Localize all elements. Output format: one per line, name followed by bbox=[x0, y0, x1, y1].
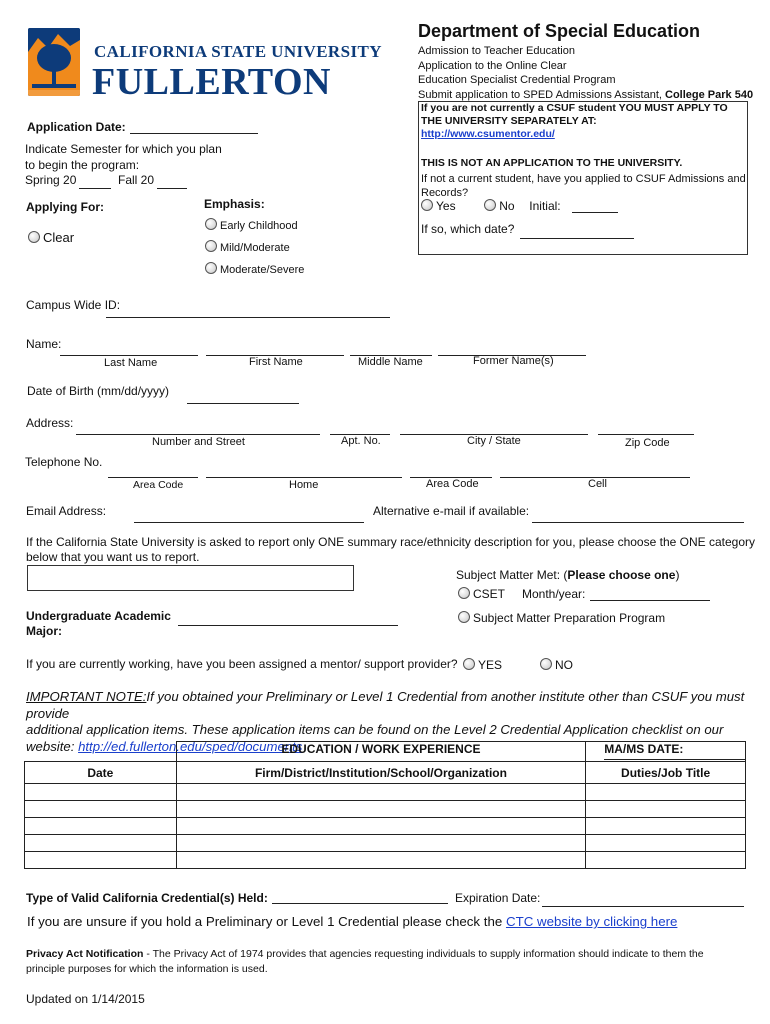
cell-caption: Cell bbox=[588, 478, 607, 490]
middle-name-caption: Middle Name bbox=[358, 356, 423, 368]
expiration-field[interactable] bbox=[542, 906, 744, 907]
table-cell[interactable] bbox=[586, 784, 746, 801]
mentor-yes-radio[interactable] bbox=[463, 658, 475, 670]
emphasis-label: Emphasis: bbox=[204, 197, 265, 211]
header-line-2: Application to the Online Clear bbox=[418, 59, 567, 72]
university-seal bbox=[28, 28, 80, 96]
table-cell[interactable] bbox=[176, 801, 586, 818]
street-field[interactable] bbox=[76, 434, 320, 435]
fall-year-field[interactable] bbox=[157, 188, 187, 189]
table-cell[interactable] bbox=[176, 784, 586, 801]
which-date-label: If so, which date? bbox=[421, 222, 515, 236]
column-header-duties: Duties/Job Title bbox=[586, 762, 746, 784]
choose-one-label: Please choose one bbox=[567, 568, 676, 582]
prep-program-label: Subject Matter Preparation Program bbox=[473, 611, 666, 625]
subject-met-label: Subject Matter Met: bbox=[456, 568, 561, 582]
table-group-header: EDUCATION / WORK EXPERIENCE bbox=[176, 742, 586, 762]
alt-email-label: Alternative e-mail if available: bbox=[373, 504, 530, 518]
clear-label: Clear bbox=[43, 230, 75, 245]
last-name-caption: Last Name bbox=[104, 357, 158, 369]
initial-label: Initial: bbox=[529, 199, 561, 213]
moderate-severe-radio[interactable] bbox=[205, 262, 217, 274]
table-row bbox=[25, 818, 746, 835]
ethnicity-input[interactable] bbox=[27, 565, 354, 591]
home-area-code-caption: Area Code bbox=[133, 479, 184, 491]
telephone-label: Telephone No. bbox=[25, 455, 103, 469]
header-line-1: Admission to Teacher Education bbox=[418, 45, 575, 57]
yes-radio[interactable] bbox=[421, 199, 433, 211]
logo-university-line: CALIFORNIA STATE UNIVERSITY bbox=[94, 42, 382, 61]
table-row bbox=[25, 784, 746, 801]
last-name-field[interactable] bbox=[60, 355, 198, 356]
campus-id-label: Campus Wide ID: bbox=[26, 298, 121, 312]
major-field[interactable] bbox=[178, 625, 398, 626]
mild-moderate-label: Mild/Moderate bbox=[220, 242, 290, 254]
privacy-text-2: principle purposes for which the information is used. bbox=[26, 962, 268, 975]
semester-line-2: to begin the program: bbox=[25, 158, 140, 172]
emphasis-early-childhood bbox=[205, 218, 298, 232]
table-row bbox=[25, 835, 746, 852]
early-childhood-label: Early Childhood bbox=[220, 220, 298, 232]
privacy-text-1: - The Privacy Act of 1974 provides that agencies requesting individuals to supply information should indicate to them the bbox=[143, 948, 704, 960]
campus-id-field[interactable] bbox=[106, 317, 390, 318]
credential-type-label: Type of Valid California Credential(s) Held: bbox=[26, 891, 268, 905]
important-text-1: If you obtained your Preliminary or Level 1 Credential from another institute other than CSUF you must provide bbox=[26, 689, 745, 721]
page-title: Department of Special Education bbox=[418, 21, 701, 41]
moderate-severe-label: Moderate/Severe bbox=[220, 264, 305, 276]
ctc-website-link[interactable]: CTC website by clicking here bbox=[505, 914, 678, 929]
clear-option bbox=[28, 230, 74, 245]
street-caption: Number and Street bbox=[152, 436, 245, 448]
table-cell[interactable] bbox=[586, 852, 746, 869]
notice-line-2: THE UNIVERSITY SEPARATELY AT: bbox=[421, 115, 597, 127]
address-label: Address: bbox=[26, 416, 74, 430]
not-application-text: THIS IS NOT AN APPLICATION TO THE UNIVERSITY. bbox=[421, 157, 683, 169]
header-submit: Submit application to SPED Admissions Assistant, College Park 540 bbox=[418, 88, 754, 101]
no-label: No bbox=[499, 199, 515, 213]
mentor-yes-option bbox=[463, 658, 502, 672]
major-line-2: Major: bbox=[26, 624, 62, 638]
alt-email-field[interactable] bbox=[532, 522, 744, 523]
cset-option bbox=[458, 587, 505, 601]
clear-radio[interactable] bbox=[28, 231, 40, 243]
subject-matter-met: Subject Matter Met: (Please choose one) bbox=[456, 568, 680, 582]
mentor-no-radio[interactable] bbox=[540, 658, 552, 670]
credential-type-field[interactable] bbox=[272, 903, 448, 904]
spring-year-field[interactable] bbox=[79, 188, 111, 189]
major-label bbox=[26, 609, 171, 639]
applied-date-field[interactable] bbox=[520, 238, 634, 239]
mild-moderate-radio[interactable] bbox=[205, 240, 217, 252]
experience-table bbox=[24, 738, 746, 869]
table-cell[interactable] bbox=[586, 801, 746, 818]
sped-documents-link[interactable]: http://ed.fullerton.edu/sped/documents bbox=[78, 738, 303, 754]
home-caption: Home bbox=[289, 479, 319, 491]
cell-area-code-caption: Area Code bbox=[426, 478, 479, 490]
apt-caption: Apt. No. bbox=[341, 435, 381, 447]
no-radio[interactable] bbox=[484, 199, 496, 211]
fall-label: Fall 20 bbox=[118, 173, 155, 187]
prep-program-option bbox=[458, 611, 665, 625]
first-name-caption: First Name bbox=[249, 356, 303, 368]
emphasis-mild-moderate bbox=[205, 240, 290, 254]
mentor-question: If you are currently working, have you been assigned a mentor/ support provider? bbox=[26, 657, 458, 671]
table-cell[interactable] bbox=[176, 818, 586, 835]
admissions-question bbox=[421, 172, 746, 200]
ctc-instructions bbox=[27, 914, 677, 929]
table-row bbox=[25, 852, 746, 869]
dob-field[interactable] bbox=[187, 403, 299, 404]
admissions-answer bbox=[421, 199, 561, 213]
question-line-2: Records? bbox=[421, 187, 469, 199]
notice-apply bbox=[421, 102, 728, 141]
table-cell[interactable] bbox=[25, 784, 177, 801]
column-header-date: Date bbox=[25, 762, 177, 784]
table-cell[interactable] bbox=[25, 801, 177, 818]
application-date-field[interactable] bbox=[130, 133, 258, 134]
expiration-label: Expiration Date: bbox=[455, 891, 541, 905]
table-cell[interactable] bbox=[176, 835, 586, 852]
city-caption: City / State bbox=[467, 435, 521, 447]
home-phone-field[interactable] bbox=[206, 477, 402, 478]
privacy-notice bbox=[26, 947, 748, 976]
former-name-caption: Former Name(s) bbox=[473, 355, 554, 367]
important-label: IMPORTANT NOTE: bbox=[26, 689, 147, 704]
dob-label: Date of Birth (mm/dd/yyyy) bbox=[27, 384, 170, 398]
header-line-3: Education Specialist Credential Program bbox=[418, 74, 616, 86]
logo-campus-name: FULLERTON bbox=[92, 61, 331, 103]
question-line-1: If not a current student, have you applied to CSUF Admissions and bbox=[421, 173, 746, 185]
table-row bbox=[25, 801, 746, 818]
zip-field[interactable] bbox=[598, 434, 694, 435]
submit-location: College Park 540 bbox=[665, 88, 754, 101]
ethnicity-instructions bbox=[26, 535, 755, 565]
month-year-label: Month/year: bbox=[522, 587, 586, 601]
major-line-1: Undergraduate Academic bbox=[26, 609, 171, 623]
ethnicity-line-2: below that you want us to report. bbox=[26, 550, 200, 564]
email-label: Email Address: bbox=[26, 504, 107, 518]
application-date-label: Application Date: bbox=[27, 120, 126, 134]
cset-radio[interactable] bbox=[458, 587, 470, 599]
prep-program-radio[interactable] bbox=[458, 611, 470, 623]
important-text-3: website: bbox=[26, 738, 75, 754]
csumentor-link[interactable]: http://www.csumentor.edu/ bbox=[421, 128, 555, 140]
ma-date-field[interactable] bbox=[604, 759, 746, 760]
home-area-code-field[interactable] bbox=[108, 477, 198, 478]
tree-icon bbox=[28, 28, 80, 96]
table-cell[interactable] bbox=[25, 852, 177, 869]
mentor-no-option bbox=[540, 658, 573, 672]
table-cell[interactable] bbox=[586, 835, 746, 852]
month-year-field[interactable] bbox=[590, 600, 710, 601]
column-header-organization: Firm/District/Institution/School/Organization bbox=[176, 762, 586, 784]
important-text-2: additional application items. These application items can be found on the Level 2 Credential Application checklist on our bbox=[26, 722, 724, 737]
emphasis-moderate-severe bbox=[205, 262, 304, 276]
ctc-unsure-text: If you are unsure if you hold a Preliminary or Level 1 Credential please check the bbox=[27, 914, 503, 929]
table-cell[interactable] bbox=[586, 818, 746, 835]
applying-for-label: Applying For: bbox=[26, 200, 104, 214]
mentor-no-label: NO bbox=[555, 658, 573, 672]
email-field[interactable] bbox=[134, 522, 364, 523]
mentor-yes-label: YES bbox=[478, 658, 503, 672]
ethnicity-line-1: If the California State University is asked to report only ONE summary race/ethnicity description for you, please choose the ONE category bbox=[26, 535, 755, 549]
semester-line-1: Indicate Semester for which you plan bbox=[25, 142, 222, 156]
zip-caption: Zip Code bbox=[625, 437, 670, 449]
cset-label: CSET bbox=[473, 587, 506, 601]
header-lines bbox=[418, 44, 753, 102]
ma-date-label: MA/MS DATE: bbox=[586, 742, 746, 762]
yes-label: Yes bbox=[436, 199, 456, 213]
table-cell[interactable] bbox=[25, 818, 177, 835]
table-cell[interactable] bbox=[25, 835, 177, 852]
table-cell[interactable] bbox=[176, 852, 586, 869]
early-childhood-radio[interactable] bbox=[205, 218, 217, 230]
notice-line-1: If you are not currently a CSUF student YOU MUST APPLY TO bbox=[421, 102, 728, 114]
privacy-label: Privacy Act Notification bbox=[26, 948, 144, 960]
updated-date: Updated on 1/14/2015 bbox=[26, 992, 145, 1006]
initial-field[interactable] bbox=[572, 212, 618, 213]
spring-label: Spring 20 bbox=[25, 173, 77, 187]
semester-instructions bbox=[25, 141, 222, 173]
name-label: Name: bbox=[26, 337, 62, 351]
